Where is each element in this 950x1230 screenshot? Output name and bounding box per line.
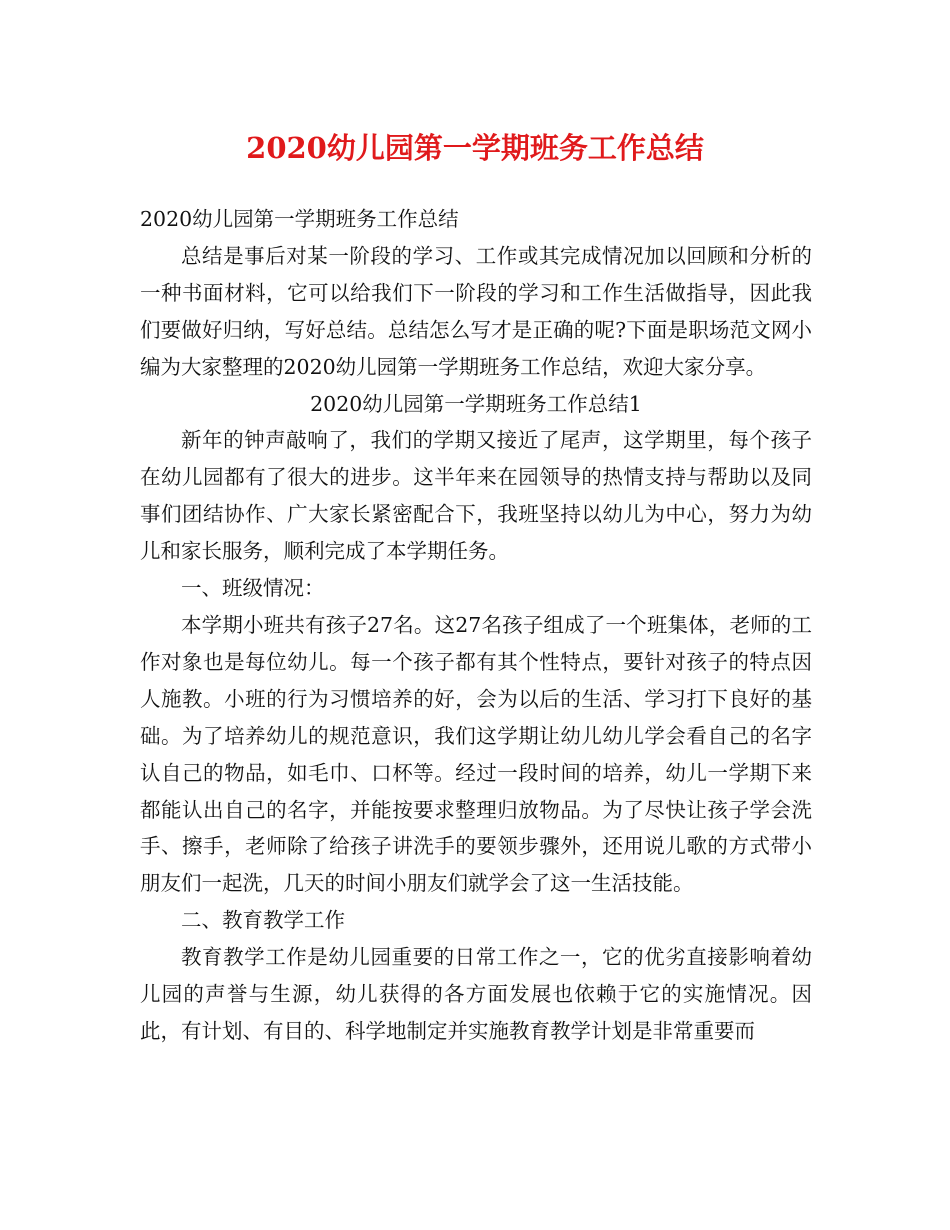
subtitle-line: 2020幼儿园第一学期班务工作总结 [140, 207, 459, 231]
intro-paragraph: 总结是事后对某一阶段的学习、工作或其完成情况加以回顾和分析的一种书面材料，它可以给我们下一阶段的学习和工作生活做指导，因此我们要做好归纳，写好总结。总结怎么写才是正确的呢?下面是职场范文网小编为大家整理的2020幼儿园第一学期班务工作总结，欢迎大家分享。 [140, 243, 812, 379]
subheading-teaching-work: 二、教育教学工作 [181, 908, 345, 933]
document-title: 2020幼儿园第一学期班务工作总结 [246, 131, 704, 165]
body-paragraph: 新年的钟声敲响了，我们的学期又接近了尾声，这学期里，每个孩子在幼儿园都有了很大的进步。这半年来在园领导的热情支持与帮助以及同事们团结协作、广大家长紧密配合下，我班坚持以幼儿为中心，努力为幼儿和家长服务，顺利完成了本学期任务。 [140, 428, 812, 564]
body-paragraph: 教育教学工作是幼儿园重要的日常工作之一，它的优劣直接影响着幼儿园的声誉与生源，幼儿获得的各方面发展也依赖于它的实施情况。因此，有计划、有目的、科学地制定并实施教育教学计划是非常重要而 [140, 945, 812, 1043]
document-body [140, 201, 812, 1050]
section-heading: 2020幼儿园第一学期班务工作总结1 [310, 391, 642, 416]
subheading-class-situation: 一、班级情况： [181, 576, 325, 601]
body-paragraph: 本学期小班共有孩子27名。这27名孩子组成了一个班集体，老师的工作对象也是每位幼儿。每一个孩子都有其个性特点，要针对孩子的特点因人施教。小班的行为习惯培养的好，会为以后的生活、学习打下良好的基础。为了培养幼儿的规范意识，我们这学期让幼儿幼儿学会看自己的名字认自己的物品，如毛巾、口杯等。经过一段时间的培养，幼儿一学期下来都能认出自己的名字，并能按要求整理归放物品。为了尽快让孩子学会洗手、擦手，老师除了给孩子讲洗手的要领步骤外，还用说儿歌的方式带小朋友们一起洗，几天的时间小朋友们就学会了这一生活技能。 [140, 612, 812, 896]
